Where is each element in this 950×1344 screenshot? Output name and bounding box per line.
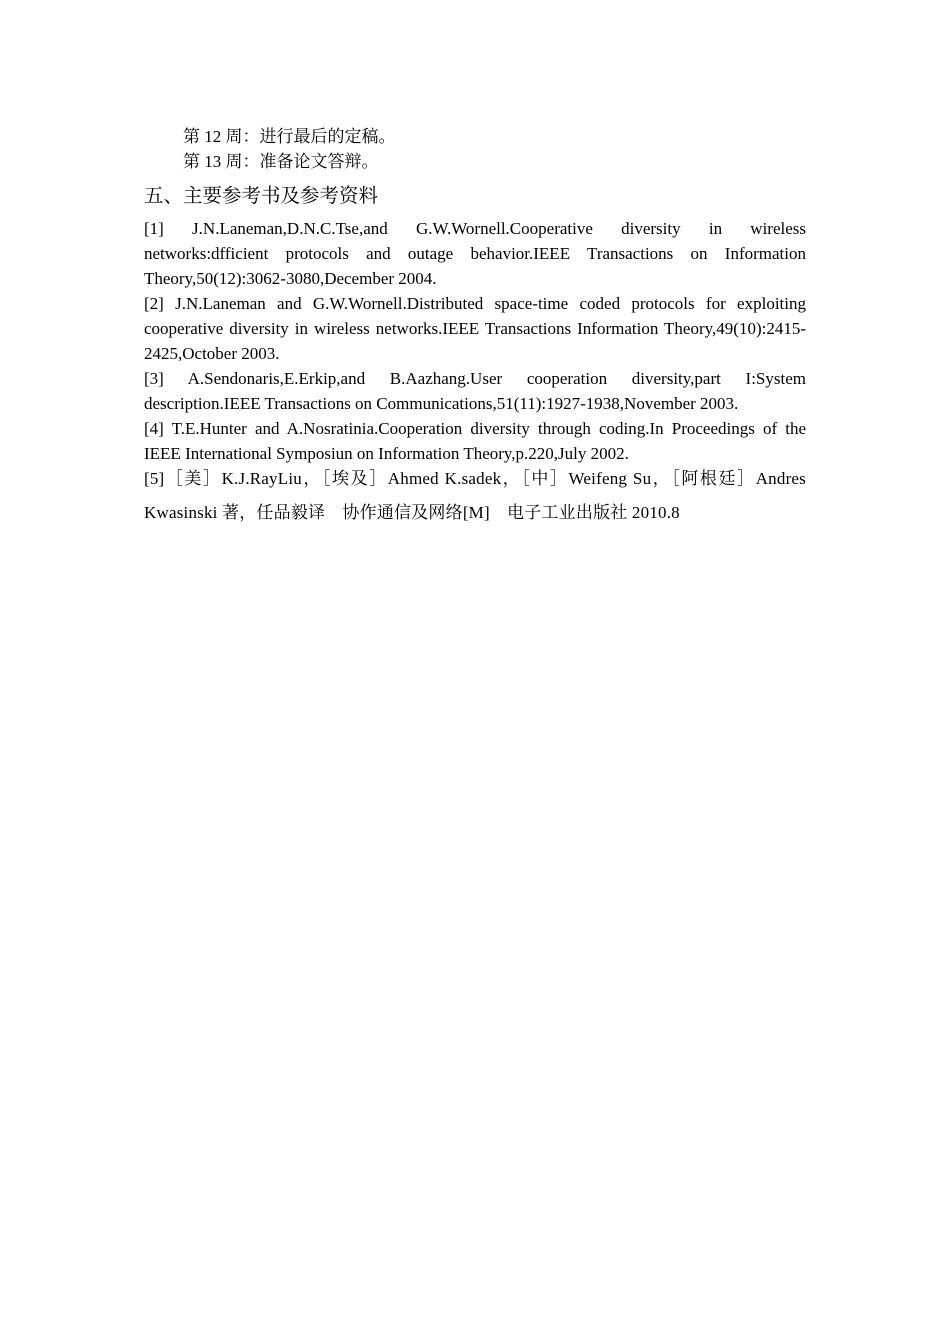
- schedule-week-12: 第 12 周：进行最后的定稿。: [183, 127, 396, 146]
- reference-item-3: [3] A.Sendonaris,E.Erkip,and B.Aazhang.User cooperation diversity,part I:System description.IEEE Transactions on Communications,51(11):1927-1938,November 2003.: [144, 369, 806, 413]
- document-page: [144, 124, 806, 530]
- reference-item-2: [2] J.N.Laneman and G.W.Wornell.Distributed space-time coded protocols for exploiting cooperative diversity in wireless networks.IEEE Transactions Information Theory,49(10):2415-2425,October 2003.: [144, 294, 806, 363]
- reference-item-4: [4] T.E.Hunter and A.Nosratinia.Cooperation diversity through coding.In Proceedings of the IEEE International Symposiun on Information Theory,p.220,July 2002.: [144, 419, 806, 463]
- reference-item-1: [1] J.N.Laneman,D.N.C.Tse,and G.W.Wornell.Cooperative diversity in wireless networks:dfficient protocols and outage behavior.IEEE Transactions on Information Theory,50(12):3062-3080,December 2004.: [144, 219, 806, 288]
- reference-item-5: [5]［美］K.J.RayLiu，［埃及］Ahmed K.sadek，［中］Weifeng Su，［阿根廷］Andres Kwasinski 著，任品毅译 协作通信及网络[M] 电子工业出版社 2010.8: [144, 469, 806, 522]
- section-heading-references: 五、主要参考书及参考资料: [144, 184, 379, 207]
- schedule-week-13: 第 13 周：准备论文答辩。: [183, 152, 379, 171]
